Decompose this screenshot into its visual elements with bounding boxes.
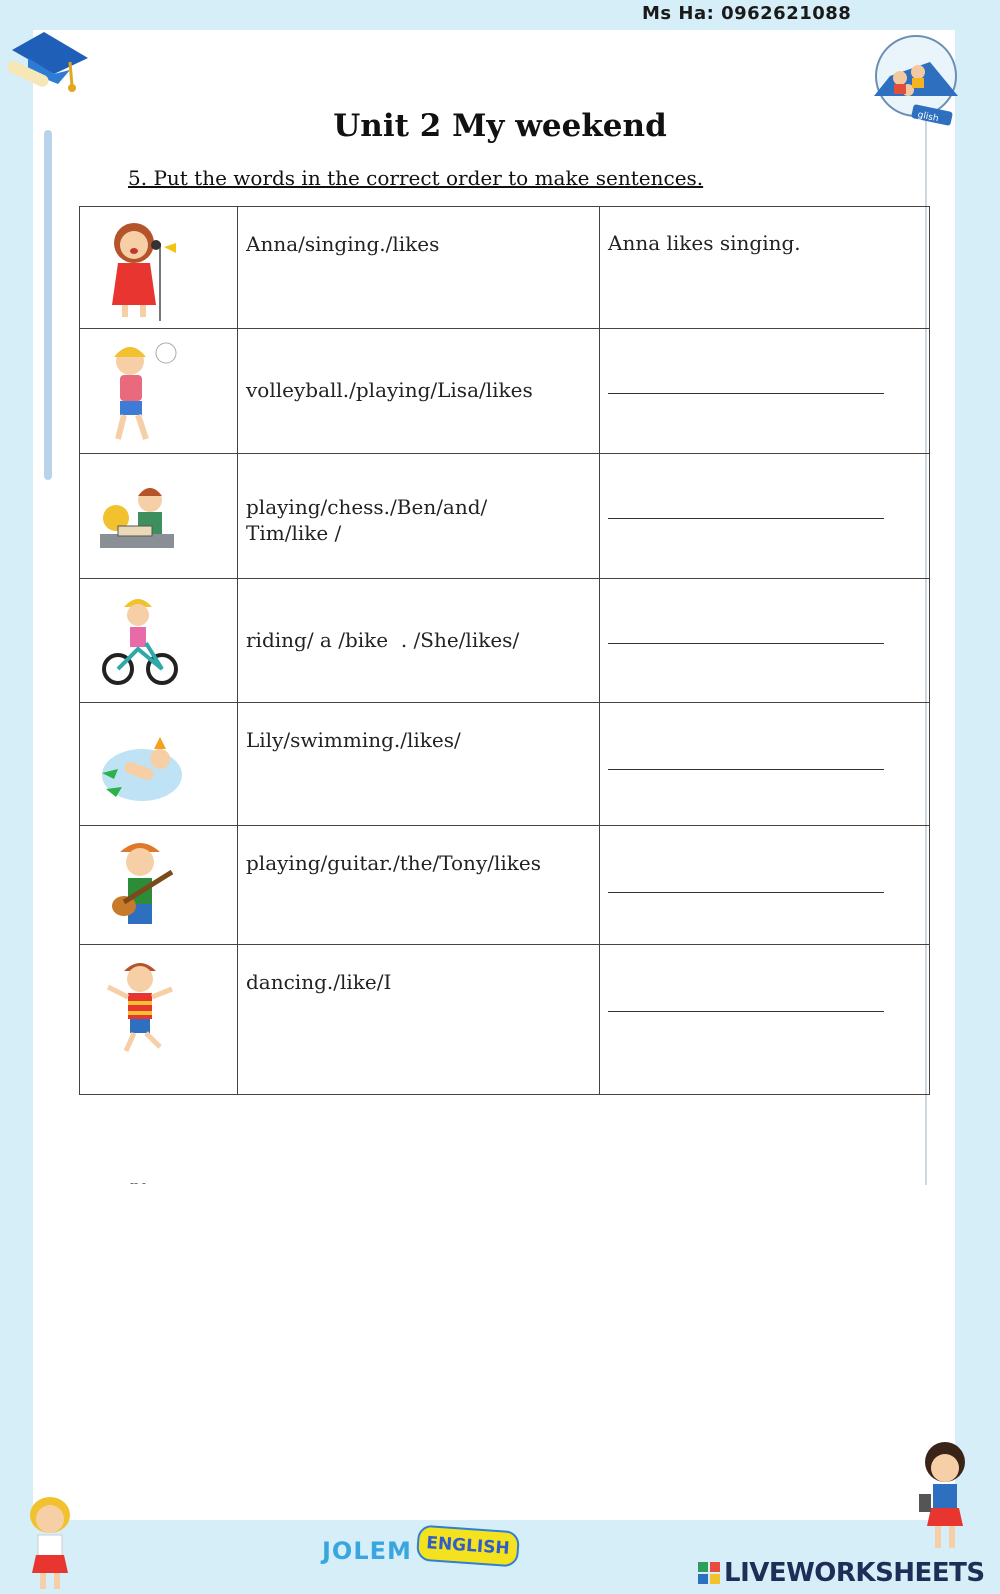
picture-cell: [80, 579, 238, 703]
girl-singing-icon: [94, 213, 186, 325]
answer-text[interactable]: Anna likes singing.: [608, 231, 801, 255]
scrambled-words-cell: [238, 826, 600, 945]
boys-chess-icon: [94, 460, 186, 572]
instruction-text: 5. Put the words in the correct order to make sentences.: [128, 166, 704, 190]
boy-guitar-icon: [94, 832, 186, 944]
scrambled-words-cell: [238, 329, 600, 454]
table-row: [80, 454, 930, 579]
girl-swimming-icon: [94, 709, 186, 821]
liveworksheets-grid-icon: [698, 1562, 720, 1584]
scrambled-words-cell: [238, 945, 600, 1095]
answer-line[interactable]: [608, 892, 884, 893]
answer-line[interactable]: [608, 1011, 884, 1012]
picture-cell: [80, 703, 238, 826]
badge-text: glish: [916, 110, 940, 125]
answer-line[interactable]: [608, 393, 884, 394]
liveworksheets-logo[interactable]: [698, 1558, 985, 1588]
answer-cell: [600, 579, 930, 703]
table-row: [80, 703, 930, 826]
table-row: [80, 579, 930, 703]
scrambled-words: Anna/singing./likes: [246, 232, 440, 256]
picture-cell: [80, 826, 238, 945]
scrambled-words: playing/guitar./the/Tony/likes: [246, 851, 541, 875]
schoolgirl-icon: [18, 1493, 82, 1593]
table-row: [80, 945, 930, 1095]
answer-line[interactable]: [608, 518, 884, 519]
liveworksheets-text: LIVEWORKSHEETS: [724, 1558, 985, 1588]
jolem-logo-text: JOLEM: [322, 1537, 412, 1565]
girl-bike-icon: [94, 585, 186, 697]
answer-cell: [600, 826, 930, 945]
answer-line[interactable]: [608, 643, 884, 644]
table-row: [80, 329, 930, 454]
stray-mark: -- -: [130, 1176, 146, 1190]
answer-cell: [600, 329, 930, 454]
answer-cell: [600, 945, 930, 1095]
schoolgirl-icon: [915, 1438, 977, 1558]
answer-cell: [600, 703, 930, 826]
worksheet-table: [79, 206, 930, 1095]
answer-line[interactable]: [608, 769, 884, 770]
boy-dancing-icon: [94, 951, 186, 1063]
scrambled-words-cell: [238, 454, 600, 579]
picture-cell: [80, 454, 238, 579]
table-row: [80, 826, 930, 945]
english-logo: ENGLISH: [416, 1524, 520, 1567]
table-row: [80, 207, 930, 329]
graduation-cap-icon: [4, 28, 94, 98]
scrambled-words: riding/ a /bike . /She/likes/: [246, 628, 520, 652]
scrambled-words-cell: [238, 579, 600, 703]
picture-cell: [80, 329, 238, 454]
scrambled-words: volleyball./playing/Lisa/likes: [246, 378, 533, 402]
answer-cell: [600, 207, 930, 329]
answer-cell: [600, 454, 930, 579]
scrambled-words: Lily/swimming./likes/: [246, 728, 461, 752]
scrambled-words-cell: [238, 703, 600, 826]
scrambled-words: playing/chess./Ben/and/ Tim/like /: [246, 495, 488, 545]
page-title: Unit 2 My weekend: [333, 108, 667, 144]
picture-cell: [80, 945, 238, 1095]
side-decoration-bar: [44, 130, 52, 480]
girl-volleyball-icon: [94, 335, 186, 447]
scrambled-words: dancing./like/I: [246, 970, 392, 994]
picture-cell: [80, 207, 238, 329]
contact-phone: Ms Ha: 0962621088: [642, 3, 852, 24]
scrambled-words-cell: [238, 207, 600, 329]
